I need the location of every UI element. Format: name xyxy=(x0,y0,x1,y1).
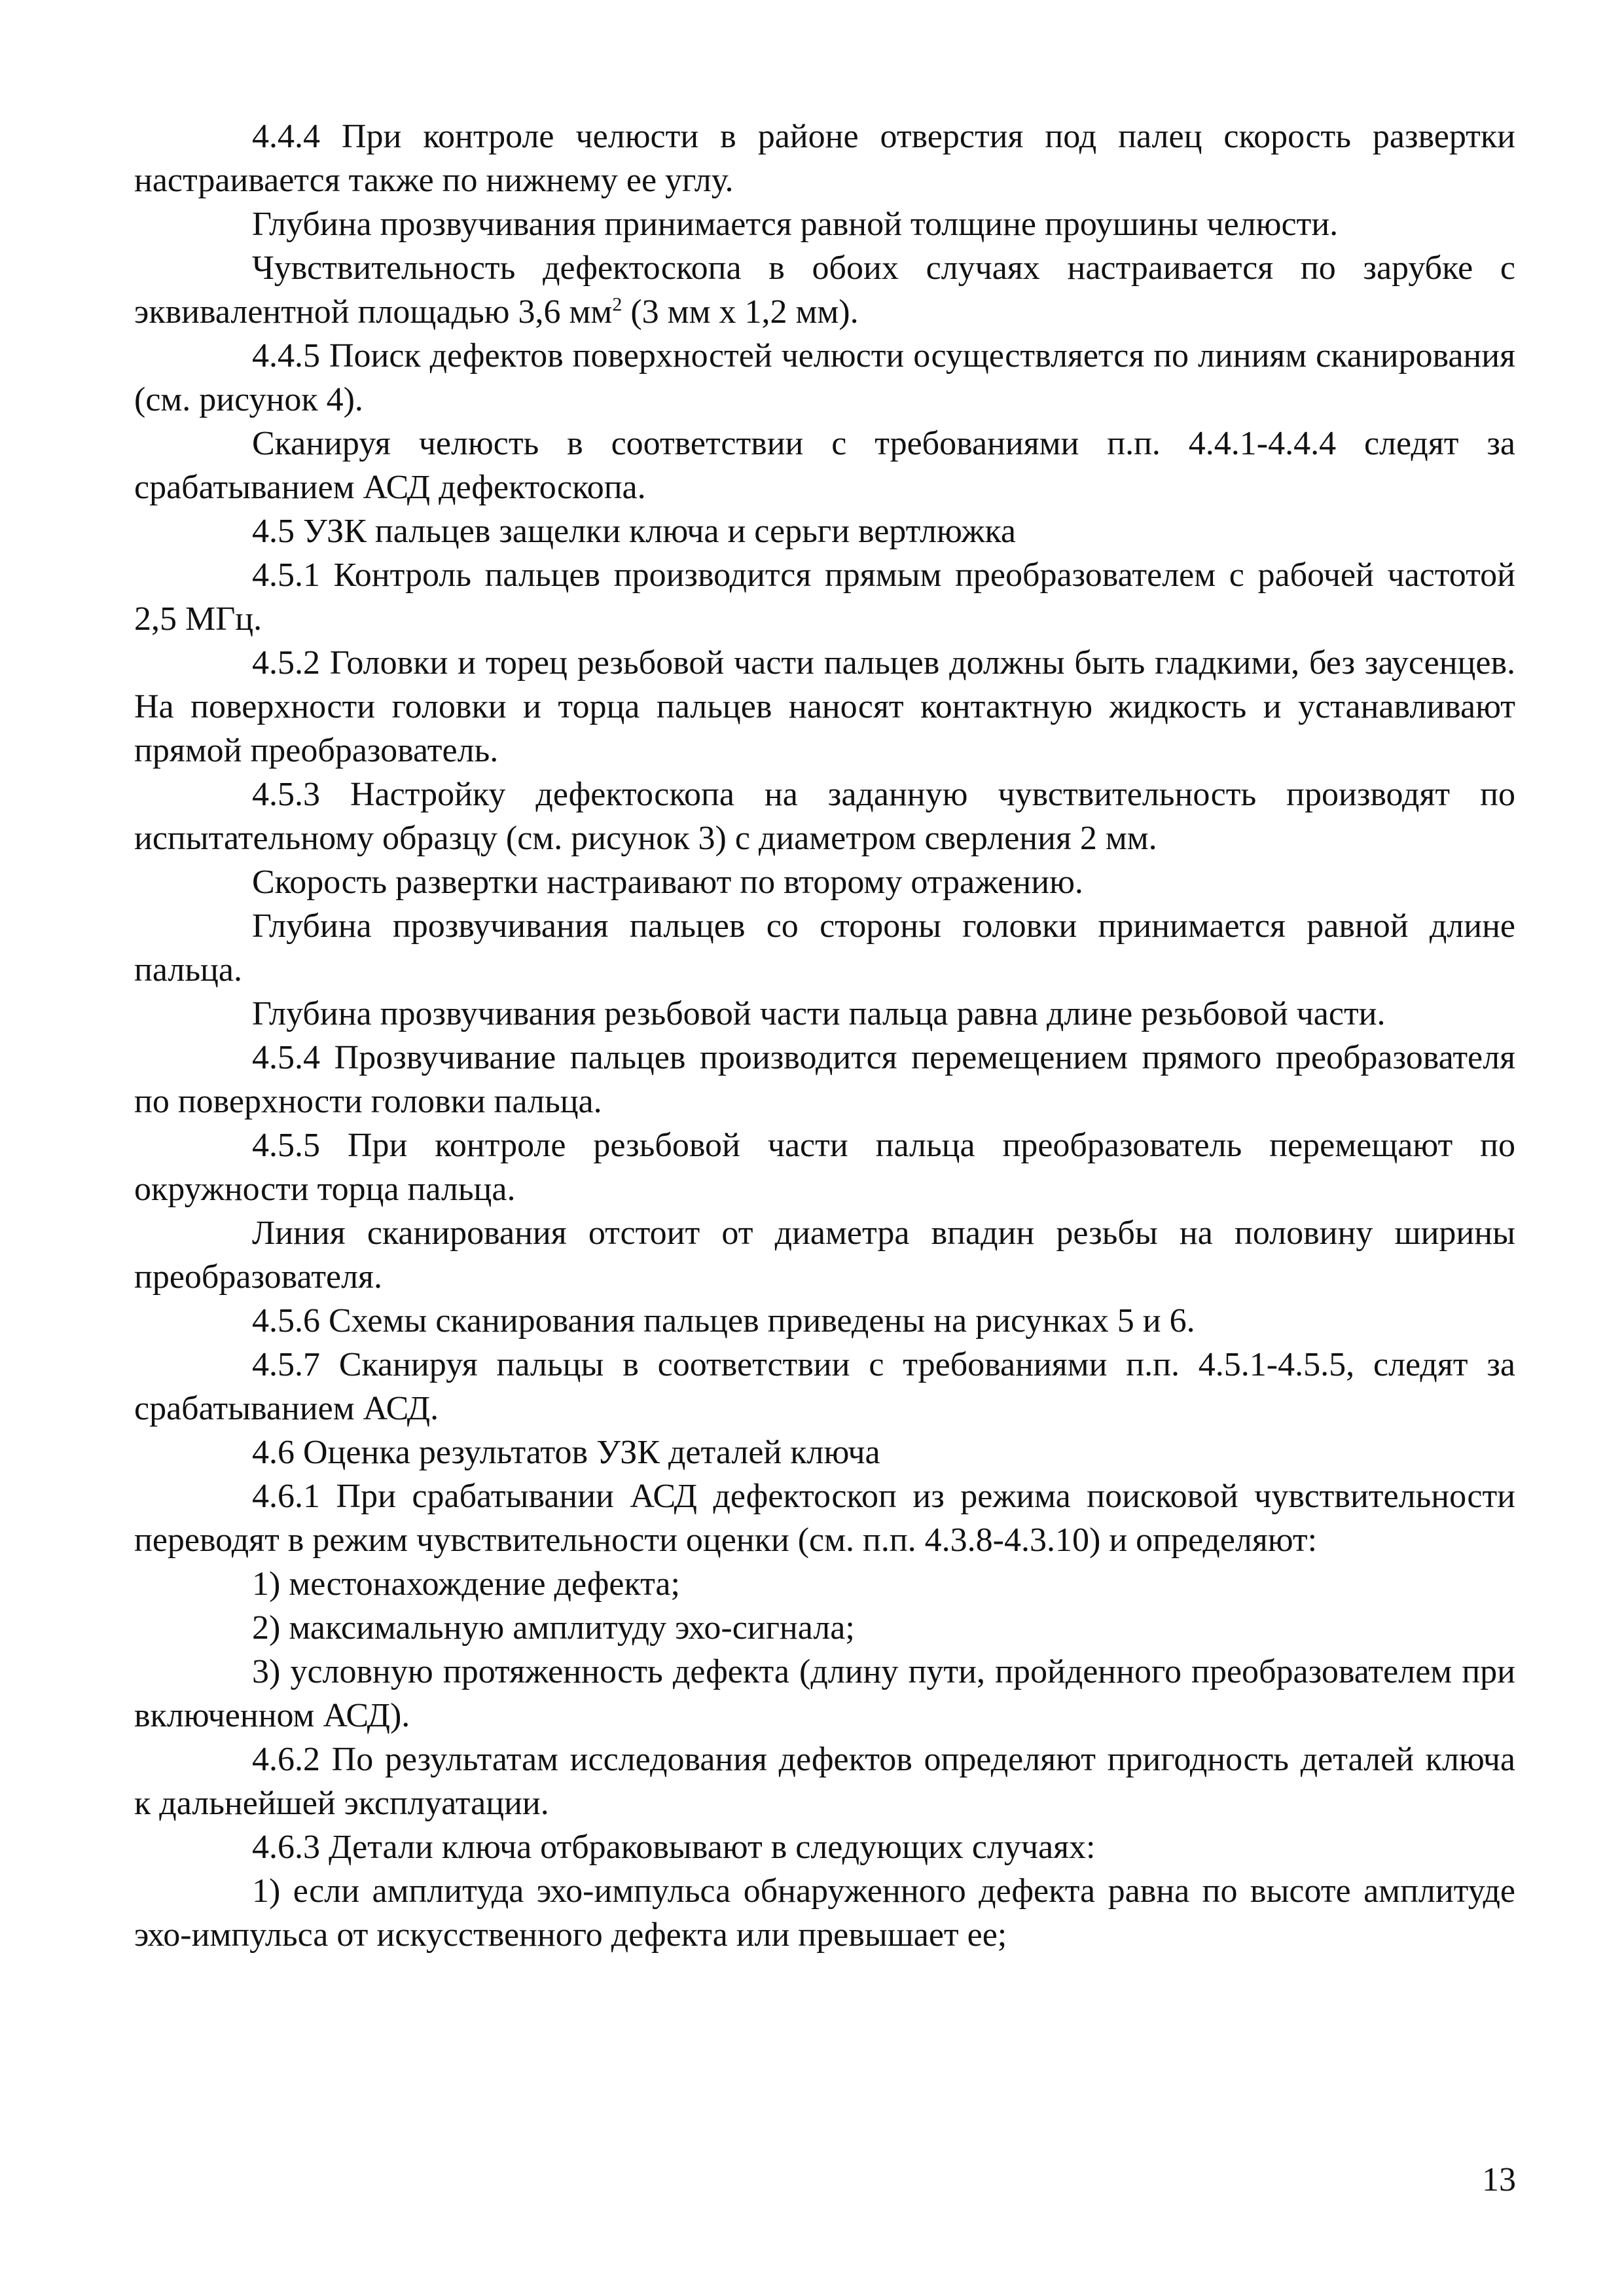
paragraph-4-6-3: 4.6.3 Детали ключа отбраковывают в следующих случаях: xyxy=(252,1829,1096,1866)
sensitivity-dimensions: (3 мм х 1,2 мм). xyxy=(630,293,859,331)
paragraph-depth-head: Глубина прозвучивания пальцев со стороны головки принимается равной длине пальца. xyxy=(134,907,1515,989)
paragraph-4-5-1: 4.5.1 Контроль пальцев производится прямым преобразователем с рабочей частотой 2,5 МГц. xyxy=(134,556,1515,638)
paragraph-4-5-6: 4.5.6 Схемы сканирования пальцев приведены на рисунках 5 и 6. xyxy=(252,1302,1195,1339)
reject-condition-1: 1) если амплитуда эхо-импульса обнаруженного дефекта равна по высоте амплитуде эхо-импульса от искусственного дефекта или превышает ее; xyxy=(134,1872,1515,1954)
list-item-1: 1) местонахождение дефекта; xyxy=(252,1565,680,1603)
paragraph-4-5-3: 4.5.3 Настройку дефектоскопа на заданную чувствительность производят по испытательному образцу (см. рисунок 3) с диаметром сверления 2 мм. xyxy=(134,776,1515,857)
list-item-3: 3) условную протяженность дефекта (длину пути, пройденного преобразователем при включенном АСД). xyxy=(134,1653,1515,1734)
paragraph-4-5-5: 4.5.5 При контроле резьбовой части пальца преобразователь перемещают по окружности торца пальца. xyxy=(134,1127,1515,1208)
paragraph-4-5-7: 4.5.7 Сканируя пальцы в соответствии с требованиями п.п. 4.5.1-4.5.5, следят за срабатыванием АСД. xyxy=(134,1346,1515,1427)
paragraph-4-4-4: 4.4.4 При контроле челюсти в районе отверстия под палец скорость развертки настраивается также по нижнему ее углу. xyxy=(134,118,1515,199)
paragraph-scanning-jaw: Сканируя челюсть в соответствии с требованиями п.п. 4.4.1-4.4.4 следят за срабатыванием АСД дефектоскопа. xyxy=(134,425,1515,506)
paragraph-depth-thread: Глубина прозвучивания резьбовой части пальца равна длине резьбовой части. xyxy=(252,995,1386,1032)
document-body xyxy=(134,115,1515,1957)
paragraph-4-6-1: 4.6.1 При срабатывании АСД дефектоскоп из режима поисковой чувствительности переводят в режим чувствительности оценки (см. п.п. 4.3.8-4.3.10) и определяют: xyxy=(134,1478,1515,1559)
page-number: 13 xyxy=(1482,2161,1516,2198)
heading-4-5: 4.5 УЗК пальцев защелки ключа и серьги вертлюжка xyxy=(252,513,1017,550)
paragraph-4-4-5: 4.4.5 Поиск дефектов поверхностей челюсти осуществляется по линиям сканирования (см. рисунок 4). xyxy=(134,337,1515,418)
sensitivity-text: Чувствительность дефектоскопа в обоих случаях настраивается по зарубке с эквивалентной площадью 3,6 мм xyxy=(134,249,1515,331)
list-item-2: 2) максимальную амплитуду эхо-сигнала; xyxy=(252,1609,855,1647)
paragraph-4-6-2: 4.6.2 По результатам исследования дефектов определяют пригодность деталей ключа к дальнейшей эксплуатации. xyxy=(134,1741,1515,1822)
paragraph-4-5-4: 4.5.4 Прозвучивание пальцев производится перемещением прямого преобразователя по поверхности головки пальца. xyxy=(134,1039,1515,1120)
superscript-2: 2 xyxy=(612,293,623,316)
heading-4-6: 4.6 Оценка результатов УЗК деталей ключа xyxy=(252,1434,880,1471)
paragraph-scan-line: Линия сканирования отстоит от диаметра впадин резьбы на половину ширины преобразователя. xyxy=(134,1214,1515,1296)
paragraph-sweep-speed: Скорость развертки настраивают по второму отражению. xyxy=(252,864,1083,901)
paragraph-sensitivity xyxy=(134,246,1515,334)
paragraph-4-5-2: 4.5.2 Головки и торец резьбовой части пальцев должны быть гладкими, без заусенцев. На поверхности головки и торца пальцев наносят контактную жидкость и устанавливают прямой преобразователь. xyxy=(134,644,1515,769)
paragraph-depth-lug: Глубина прозвучивания принимается равной толщине проушины челюсти. xyxy=(252,206,1339,243)
